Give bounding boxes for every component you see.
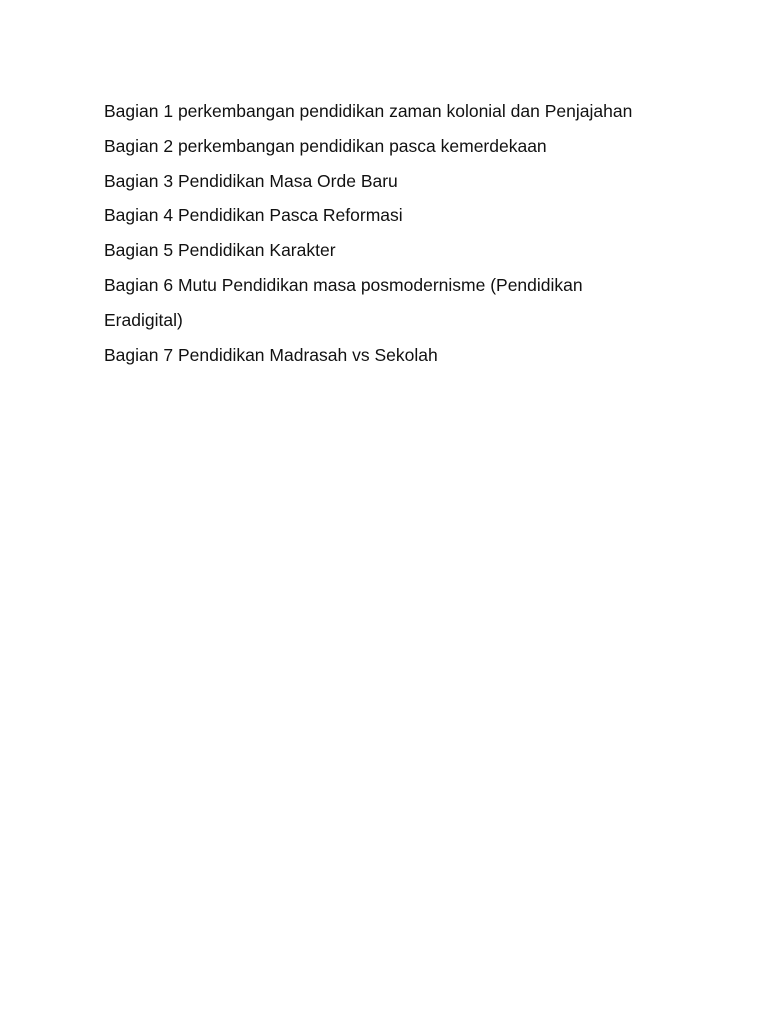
section-item-1: Bagian 1 perkembangan pendidikan zaman kolonial dan Penjajahan — [104, 101, 633, 121]
section-item-5: Bagian 5 Pendidikan Karakter — [104, 240, 336, 261]
section-item-3: Bagian 3 Pendidikan Masa Orde Baru — [104, 170, 398, 191]
section-item-4: Bagian 4 Pendidikan Pasca Reformasi — [104, 205, 403, 226]
section-item-7: Bagian 7 Pendidikan Madrasah vs Sekolah — [104, 344, 438, 365]
section-item-6: Bagian 6 Mutu Pendidikan masa posmodernisme (Pendidikan — [104, 274, 583, 295]
section-item-6-continuation: Eradigital) — [104, 309, 183, 330]
section-item-2: Bagian 2 perkembangan pendidikan pasca kemerdekaan — [104, 135, 547, 156]
section-list — [104, 94, 684, 372]
